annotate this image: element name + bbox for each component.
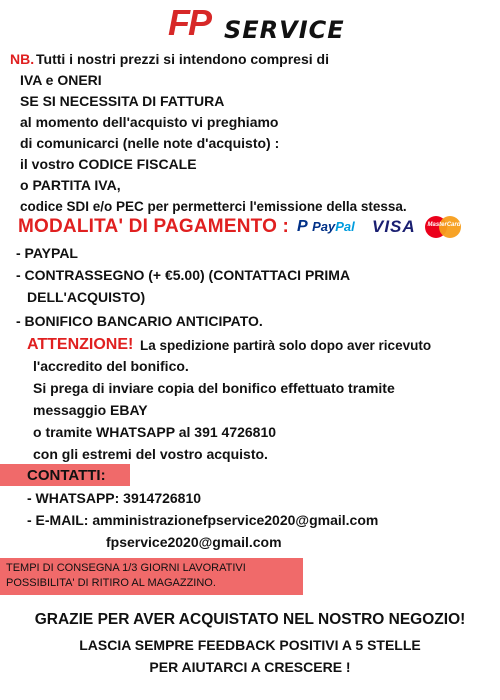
- nb-line: o PARTITA IVA,: [20, 177, 121, 193]
- nb-line: di comunicarci (nelle note d'acquisto) :: [20, 135, 280, 151]
- payment-method: - CONTRASSEGNO (+ €5.00) (CONTATTACI PRIMA: [16, 267, 351, 283]
- payment-method: - BONIFICO BANCARIO ANTICIPATO.: [16, 313, 263, 329]
- contact-email: fpservice2020@gmail.com: [106, 534, 282, 550]
- paypal-pal-text: Pal: [335, 219, 355, 234]
- attention-line: Si prega di inviare copia del bonifico effettuato tramite: [33, 380, 395, 396]
- paypal-p-icon: P: [297, 218, 308, 235]
- contact-whatsapp: - WHATSAPP: 3914726810: [27, 490, 202, 506]
- delivery-line: POSSIBILITA' DI RITIRO AL MAGAZZINO.: [6, 577, 216, 589]
- mastercard-logo: [425, 216, 463, 238]
- payment-method: DELL'ACQUISTO): [27, 289, 146, 305]
- nb-line: IVA e ONERI: [20, 72, 102, 88]
- contacts-title: CONTATTI:: [27, 467, 106, 484]
- mastercard-label: MasterCard: [427, 222, 461, 228]
- nb-line: al momento dell'acquisto vi preghiamo: [20, 114, 279, 130]
- paypal-pay-text: Pay: [312, 219, 336, 234]
- attention-line: o tramite WHATSAPP al 391 4726810: [33, 424, 277, 440]
- logo-fp: FP: [168, 2, 211, 43]
- attention-line: l'accredito del bonifico.: [33, 358, 189, 374]
- attention-line: La spedizione partirà solo dopo aver ricevuto: [140, 338, 432, 353]
- paypal-logo: [297, 218, 355, 236]
- nb-line: codice SDI e/o PEC per permetterci l'emissione della stessa.: [20, 199, 407, 214]
- payment-method: - PAYPAL: [16, 245, 78, 261]
- contact-email: - E-MAIL: amministrazionefpservice2020@gmail.com: [27, 512, 379, 528]
- payment-title: MODALITA' DI PAGAMENTO :: [18, 216, 290, 237]
- nb-label: NB.: [10, 51, 35, 67]
- delivery-line: TEMPI DI CONSEGNA 1/3 GIORNI LAVORATIVI: [6, 562, 246, 574]
- feedback-message: PER AIUTARCI A CRESCERE !: [149, 659, 351, 675]
- nb-line: il vostro CODICE FISCALE: [20, 156, 197, 172]
- nb-line: Tutti i nostri prezzi si intendono compresi di: [36, 51, 329, 67]
- feedback-message: LASCIA SEMPRE FEEDBACK POSITIVI A 5 STELLE: [79, 637, 421, 653]
- visa-logo: VISA: [372, 217, 416, 236]
- logo-service: SERVICE: [224, 16, 345, 44]
- attention-label: ATTENZIONE!: [27, 336, 134, 353]
- attention-line: con gli estremi del vostro acquisto.: [33, 446, 268, 462]
- nb-line: SE SI NECESSITA DI FATTURA: [20, 93, 225, 109]
- thanks-message: GRAZIE PER AVER ACQUISTATO NEL NOSTRO NEGOZIO!: [34, 611, 466, 628]
- attention-line: messaggio EBAY: [33, 402, 148, 418]
